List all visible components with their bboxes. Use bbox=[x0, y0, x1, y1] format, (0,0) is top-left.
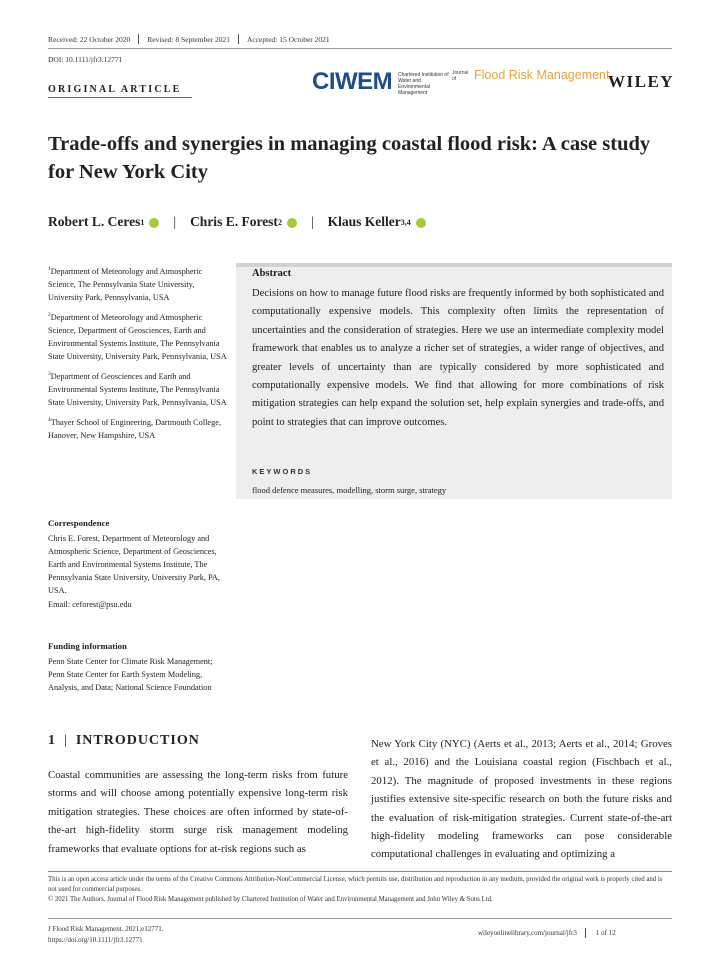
divider bbox=[138, 34, 139, 44]
section-heading bbox=[48, 733, 200, 749]
license-text: This is an open access article under the terms of the Creative Commons Attribution-NonCommercial License, which permits use, distribution and reproduction in any medium, provided the original work is properly cited and is not used for commercial purposes. bbox=[48, 876, 663, 894]
doi[interactable]: DOI: 10.1111/jfr3.12771 bbox=[48, 55, 123, 64]
wiley-logo: WILEY bbox=[608, 72, 675, 91]
footer-rule bbox=[48, 918, 672, 919]
correspondence-email[interactable]: Email: ceforest@psu.edu bbox=[48, 599, 132, 609]
author-sup: 2 bbox=[277, 217, 282, 227]
footer-page-info bbox=[478, 928, 616, 938]
funding-text: Penn State Center for Climate Risk Management; Penn State Center for Earth System Modeling, Analysis, and Data; National Science Foundation bbox=[48, 657, 213, 693]
keywords-heading: KEYWORDS bbox=[252, 467, 313, 476]
section-separator: | bbox=[64, 733, 68, 748]
correspondence-section bbox=[48, 517, 230, 611]
affiliation bbox=[48, 368, 230, 409]
received-date: Received: 22 October 2020 bbox=[48, 34, 131, 44]
affiliation-text: Department of Meteorology and Atmospheric Science, The Pennsylvania State University, University Park, Pennsylvania, USA bbox=[48, 266, 203, 302]
abstract-text: Decisions on how to manage future flood risks are frequently informed by both sophisticated and computationally expensive models. This complexity often limits the representation of uncertainties and the consideration of strategies. Here we use an intermediate complexity model framework that enables us to analyze a richer set of strategies, a wider range of objectives, and greater levels of uncertainty than are typically considered by more sophisticated and computationally expensive models. We find that allowing for more combinations of risk mitigation strategies can help expand the solution set, help explain synergies and trade-offs, and point to strategies that can improve outcomes. bbox=[252, 288, 664, 428]
article-type-rule bbox=[48, 97, 192, 98]
keywords-text: flood defence measures, modelling, storm surge, strategy bbox=[252, 485, 447, 495]
ciwem-logo-subtitle: Chartered Institution of Water and Environmental Management bbox=[398, 72, 449, 96]
affiliation-text: Thayer School of Engineering, Dartmouth College, Hanover, New Hampshire, USA bbox=[48, 418, 222, 441]
author-name[interactable]: Robert L. Ceres bbox=[48, 214, 141, 229]
author-separator: | bbox=[173, 214, 177, 229]
body-column-left: Coastal communities are assessing the long-term risks from future storms and will choose among potentially expensive long-term risk mitigation strategies. These choices are often informed by state-of-the-art high-fidelity storm surge risk management modeling frameworks that evaluate options for at-risk regions such as bbox=[48, 769, 348, 855]
footer-url[interactable]: https://doi.org/10.1111/jfr3.12771 bbox=[48, 936, 143, 944]
author-sup: 1 bbox=[140, 217, 145, 227]
footer-citation: J Flood Risk Management. 2021;e12771. bbox=[48, 925, 164, 933]
section-number: 1 bbox=[48, 733, 56, 748]
correspondence-text: Chris E. Forest, Department of Meteorology and Atmospheric Science, Department of Geosciences, Earth and Environmental Systems Institute, The Pennsylvania State University, University Park, PA, USA. bbox=[48, 534, 220, 596]
page-number: 1 of 12 bbox=[595, 929, 616, 937]
article-title: Trade-offs and synergies in managing coastal flood risk: A case study for New York City bbox=[48, 133, 651, 183]
correspondence-heading: Correspondence bbox=[48, 518, 110, 528]
orcid-icon[interactable] bbox=[287, 218, 297, 228]
divider bbox=[238, 34, 239, 44]
author-list bbox=[48, 214, 426, 230]
author-name[interactable]: Klaus Keller bbox=[327, 214, 401, 229]
affiliation bbox=[48, 309, 230, 363]
orcid-icon[interactable] bbox=[149, 218, 159, 228]
affiliation bbox=[48, 414, 230, 442]
journal-logo-small: Journal of bbox=[452, 70, 469, 82]
author-sup: 3,4 bbox=[400, 217, 411, 227]
author-separator: | bbox=[310, 214, 314, 229]
funding-heading: Funding information bbox=[48, 641, 127, 651]
affiliation-text: Department of Geosciences and Earth and Environmental Systems Institute, The Pennsylvania State University, University Park, Pennsylvania, USA bbox=[48, 371, 227, 408]
journal-logo-name: Flood Risk Management bbox=[474, 68, 610, 82]
accepted-date: Accepted: 15 October 2021 bbox=[246, 34, 330, 44]
footnote-rule bbox=[48, 871, 672, 872]
affiliation-text: Department of Meteorology and Atmospheric Science, Department of Geosciences, Earth and Environmental Systems Institute, The Pennsylvania State University, University Park, Pennsylvania, USA bbox=[48, 312, 227, 362]
affiliations bbox=[48, 263, 230, 447]
revised-date: Revised: 8 September 2021 bbox=[147, 34, 230, 44]
affiliation bbox=[48, 263, 230, 304]
footer-citation-block bbox=[48, 924, 164, 946]
funding-section bbox=[48, 640, 230, 694]
divider bbox=[585, 928, 586, 938]
footnote bbox=[48, 875, 672, 906]
affiliation-sup: 4 bbox=[48, 417, 51, 424]
article-type: ORIGINAL ARTICLE bbox=[48, 84, 182, 95]
journal-logo bbox=[452, 68, 609, 82]
ciwem-logo: CIWEM bbox=[312, 68, 393, 95]
section-title: INTRODUCTION bbox=[75, 733, 200, 748]
author-name[interactable]: Chris E. Forest bbox=[190, 214, 278, 229]
affiliation-sup: 1 bbox=[48, 266, 51, 272]
article-dates bbox=[48, 34, 330, 44]
affiliation-sup: 3 bbox=[48, 371, 51, 378]
abstract-top-bar bbox=[236, 263, 672, 267]
affiliation-sup: 2 bbox=[48, 312, 51, 319]
header-rule bbox=[48, 48, 672, 49]
orcid-icon[interactable] bbox=[416, 218, 426, 228]
body-column-right: New York City (NYC) (Aerts et al., 2013; Aerts et al., 2014; Groves et al., 2016) and the Louisiana coastal region (Fischbach et al., 2012). The magnitude of proposed investments in these regions justifies extensive site-specific research on both the future risks and the evaluation of risk-mitigation strategies. Current state-of-the-art high-fidelity modeling frameworks can pose considerable computational challenges in evaluating and optimizing a bbox=[371, 738, 672, 861]
copyright-text: © 2021 The Authors. Journal of Flood Risk Management published by Chartered Institution of Water and Environmental Management and John Wiley & Sons Ltd. bbox=[48, 896, 493, 904]
abstract-heading: Abstract bbox=[252, 268, 292, 279]
footer-site[interactable]: wileyonlinelibrary.com/journal/jfr3 bbox=[478, 929, 577, 937]
